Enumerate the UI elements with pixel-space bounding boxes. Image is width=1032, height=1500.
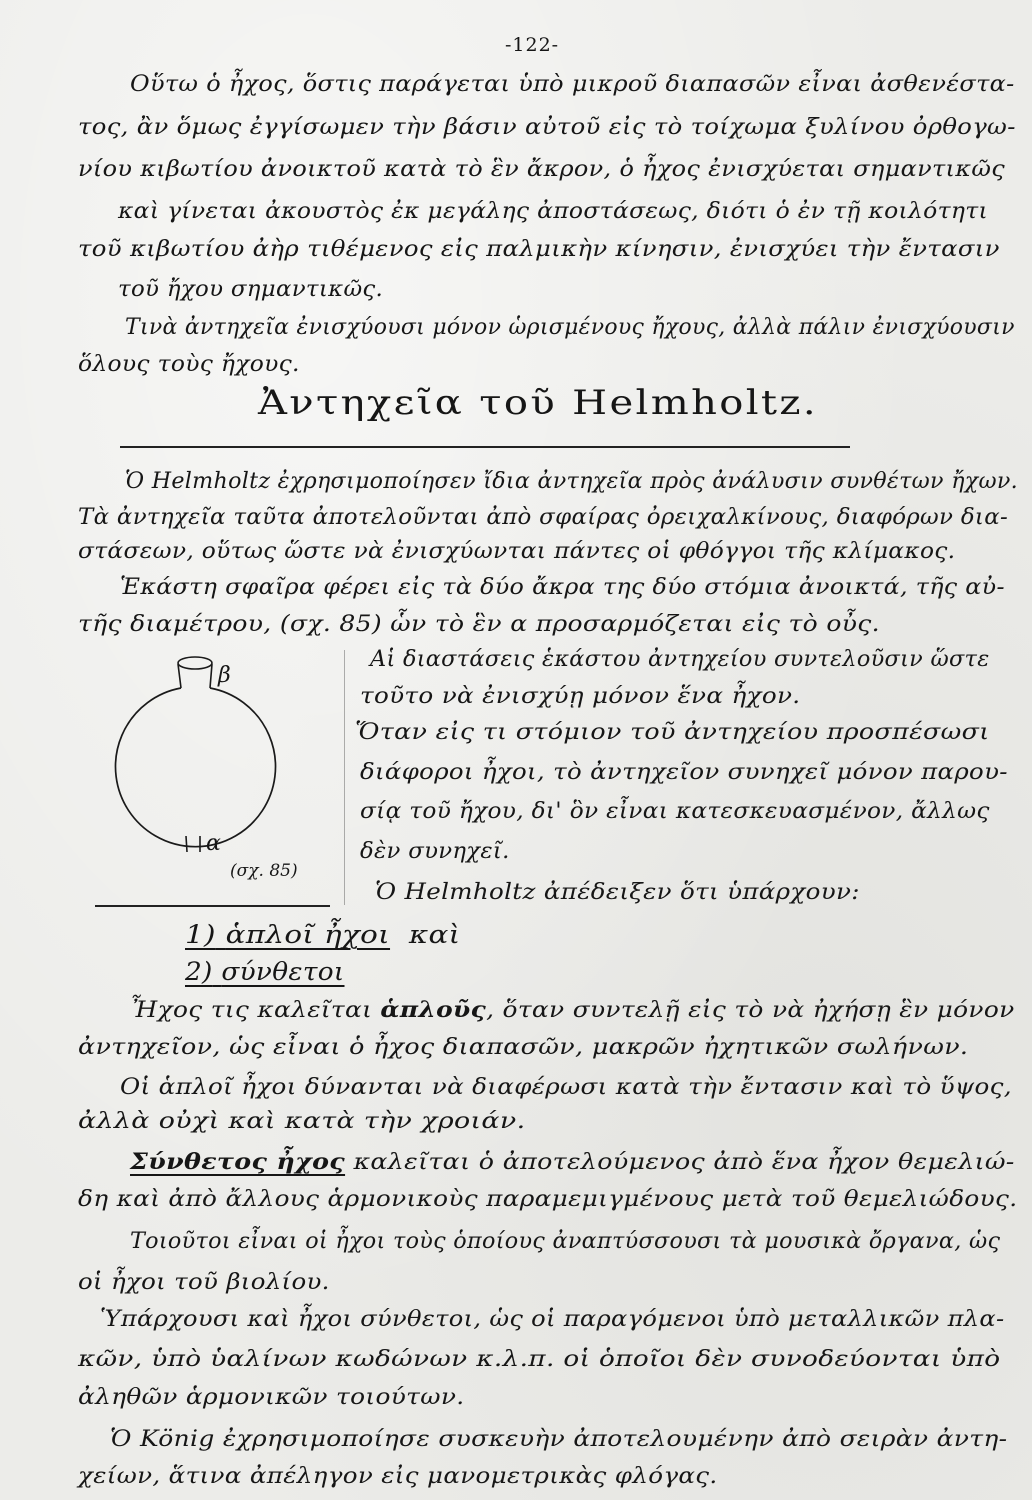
text-line: νίου κιβωτίου ἀνοικτοῦ κατὰ τὸ ἓν ἄκρον, ὁ ἦχος ἐνισχύεται σημαντικῶς [78, 157, 1005, 182]
text-line: τῆς διαμέτρου, (σχ. 85) ὧν τὸ ἓν α προσαρμόζεται εἰς τὸ οὖς. [78, 612, 880, 637]
heading-rule [120, 446, 850, 448]
text-line: τοῦτο νὰ ἐνισχύῃ μόνον ἕνα ἦχον. [360, 684, 801, 709]
text-line: χείων, ἅτινα ἀπέληγον εἰς μανομετρικὰς φλόγας. [78, 1464, 718, 1489]
text-line: ὅλους τοὺς ἤχους. [78, 352, 300, 377]
page-number: -122- [505, 34, 560, 56]
list-item [185, 919, 461, 951]
list-item-tail: καὶ [408, 920, 461, 949]
text-line: τοῦ κιβωτίου ἀὴρ τιθέμενος εἰς παλμικὴν κίνησιν, ἐνισχύει τὴν ἔντασιν [78, 237, 1000, 262]
text-line: οἱ ἦχοι τοῦ βιολίου. [78, 1270, 330, 1295]
text-line: στάσεων, οὕτως ὥστε νὰ ἐνισχύωνται πάντες οἱ φθόγγοι τῆς κλίμακος. [78, 539, 956, 564]
text-line: διάφοροι ἦχοι, τὸ ἀντηχεῖον συνηχεῖ μόνον παρου- [360, 760, 1008, 785]
text-line: τοῦ ἤχου σημαντικῶς. [118, 277, 384, 302]
resonator-figure [100, 650, 340, 890]
figure-divider [344, 650, 345, 905]
text-line: ἀλλὰ οὐχὶ καὶ κατὰ τὴν χροιάν. [78, 1109, 526, 1134]
text-line: Σύνθετος ἦχος καλεῖται ὁ ἀποτελούμενος ἀπὸ ἕνα ἦχον θεμελιώ- [130, 1149, 1015, 1175]
text-line: Τὰ ἀντηχεῖα ταῦτα ἀποτελοῦνται ἀπὸ σφαίρας ὀρειχαλκίνους, διαφόρων δια- [78, 505, 1009, 530]
figure-ear-tube [186, 836, 200, 852]
text-line: δὲν συνηχεῖ. [360, 839, 510, 864]
text-line: Τοιοῦτοι εἶναι οἱ ἦχοι τοὺς ὁποίους ἀναπτύσσουσι τὰ μουσικὰ ὄργανα, ὡς [130, 1229, 1001, 1254]
text-line: Τινὰ ἀντηχεῖα ἐνισχύουσι μόνον ὡρισμένους ἤχους, ἀλλὰ πάλιν ἐνισχύουσιν [125, 315, 1015, 340]
text-line: Οἱ ἁπλοῖ ἦχοι δύνανται νὰ διαφέρωσι κατὰ τὴν ἔντασιν καὶ τὸ ὕψος, [120, 1075, 1012, 1100]
text-line: Αἱ διαστάσεις ἑκάστου ἀντηχείου συντελοῦσιν ὥστε [370, 647, 990, 672]
figure-sphere [116, 688, 276, 847]
text-line: Ἑκάστη σφαῖρα φέρει εἰς τὰ δύο ἄκρα της δύο στόμια ἀνοικτά, τῆς αὐ- [120, 575, 1005, 600]
text-line: Οὕτω ὁ ἦχος, ὅστις παράγεται ὑπὸ μικροῦ διαπασῶν εἶναι ἀσθενέστα- [130, 72, 1015, 97]
text-line: Ὁ König ἐχρησιμοποίησε συσκευὴν ἀποτελουμένην ἀπὸ σειρὰν ἀντη- [110, 1427, 1008, 1452]
figure-caption: (σχ. 85) [230, 861, 298, 881]
figure-label-top: β [218, 663, 231, 688]
list-item [185, 956, 345, 988]
text-line: Ὁ Helmholtz ἐχρησιμοποίησεν ἴδια ἀντηχεῖα πρὸς ἀνάλυσιν συνθέτων ἤχων. [125, 469, 1019, 494]
emphasized-term: Σύνθετος ἦχος [130, 1149, 346, 1175]
text-line: κῶν, ὑπὸ ὑαλίνων κωδώνων κ.λ.π. οἱ ὁποῖοι δὲν συνοδεύονται ὑπὸ [78, 1347, 1001, 1372]
list-item-label: 1) ἁπλοῖ ἦχοι [185, 920, 391, 949]
figure-rule [95, 905, 330, 907]
text-line: ἀντηχεῖον, ὡς εἶναι ὁ ἦχος διαπασῶν, μακρῶν ἠχητικῶν σωλήνων. [78, 1035, 969, 1060]
text-line: Ἦχος τις καλεῖται ἁπλοῦς, ὅταν συντελῇ εἰς τὸ νὰ ἠχήσῃ ἓν μόνον [130, 997, 1015, 1023]
text-line: καὶ γίνεται ἀκουστὸς ἐκ μεγάλης ἀποστάσεως, διότι ὁ ἐν τῇ κοιλότητι [118, 199, 989, 224]
text-line: Ὅταν εἰς τι στόμιον τοῦ ἀντηχείου προσπέσωσι [355, 720, 990, 745]
figure-label-bottom: α [206, 831, 221, 856]
text-line: Ὑπάρχουσι καὶ ἦχοι σύνθετοι, ὡς οἱ παραγόμενοι ὑπὸ μεταλλικῶν πλα- [100, 1307, 1005, 1332]
figure-neck-opening [178, 657, 212, 669]
emphasized-term: ἁπλοῦς [380, 997, 487, 1023]
text-line: δη καὶ ἀπὸ ἄλλους ἁρμονικοὺς παραμεμιγμένους μετὰ τοῦ θεμελιώδους. [78, 1187, 1018, 1212]
text-line: τος, ἂν ὅμως ἐγγίσωμεν τὴν βάσιν αὐτοῦ εἰς τὸ τοίχωμα ξυλίνου ὀρθογω- [78, 115, 1016, 140]
text-line: σίᾳ τοῦ ἤχου, δι' ὃν εἶναι κατεσκευασμένον, ἄλλως [360, 799, 990, 824]
list-item-label: 2) σύνθετοι [185, 957, 345, 986]
section-heading: Ἀντηχεῖα τοῦ Helmholtz. [258, 383, 818, 423]
text-line: Ὁ Helmholtz ἀπέδειξεν ὅτι ὑπάρχουν: [375, 880, 860, 905]
text-line: ἀληθῶν ἁρμονικῶν τοιούτων. [78, 1385, 465, 1410]
